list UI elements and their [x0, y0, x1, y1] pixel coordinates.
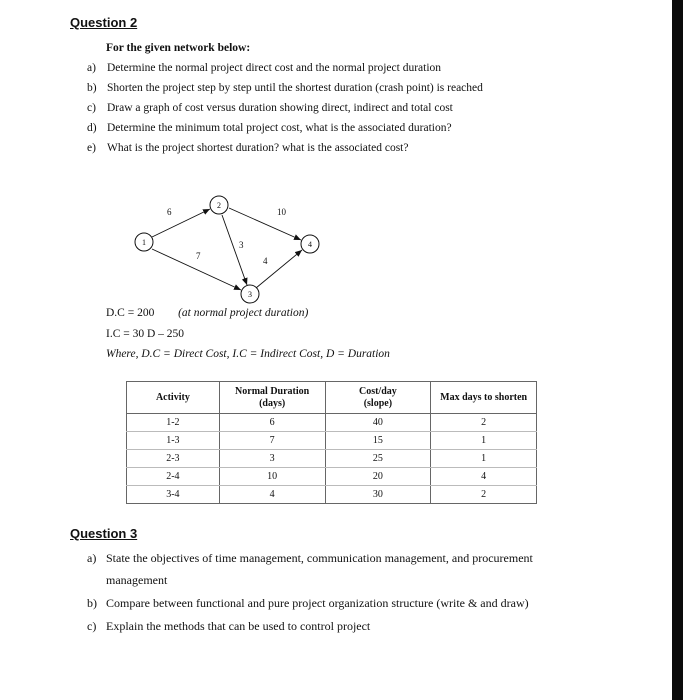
header-cost-line2: (slope): [363, 397, 393, 409]
item-text: Shorten the project step by step until the shortest duration (crash point) is reached: [107, 82, 483, 94]
question-2-intro: For the given network below:: [106, 42, 251, 54]
node-3-label: 3: [248, 290, 252, 299]
item-text: management: [106, 573, 168, 587]
item-label: c): [87, 619, 97, 633]
cell-max: 2: [431, 414, 537, 432]
cell-cost: 30: [325, 486, 431, 504]
item-label: c): [87, 102, 96, 114]
item-label: e): [87, 142, 96, 154]
header-cost-line1: Cost/day: [358, 385, 397, 397]
item-text: State the objectives of time management, communication management, and procurement: [106, 551, 533, 565]
node-1-label: 1: [142, 238, 146, 247]
network-diagram: [0, 0, 672, 320]
direct-cost-line: [106, 307, 308, 319]
node-4-label: 4: [308, 240, 312, 249]
item-text: What is the project shortest duration? what is the associated cost?: [107, 142, 409, 154]
item-text: Determine the normal project direct cost and the normal project duration: [107, 62, 442, 74]
edge-label-3-4: 4: [263, 256, 268, 266]
cell-activity: 2-4: [127, 468, 220, 486]
edge-label-1-3: 7: [196, 251, 201, 261]
header-normal-duration: [219, 382, 325, 414]
header-duration-line2: (days): [259, 397, 286, 409]
cell-cost: 20: [325, 468, 431, 486]
table-row: [127, 486, 537, 504]
cell-duration: 4: [219, 486, 325, 504]
edge-label-2-3: 3: [239, 240, 244, 250]
cell-max: 1: [431, 450, 537, 468]
item-label: b): [87, 82, 97, 94]
network-nodes: [135, 196, 319, 303]
edge-labels: [167, 207, 287, 266]
table-row: [127, 468, 537, 486]
cell-duration: 3: [219, 450, 325, 468]
direct-cost-note: (at normal project duration): [178, 307, 309, 319]
item-label: d): [87, 122, 97, 134]
cell-duration: 7: [219, 432, 325, 450]
edge-label-1-2: 6: [167, 207, 172, 217]
node-2: [210, 196, 228, 214]
item-text: Explain the methods that can be used to control project: [106, 619, 371, 633]
direct-cost-value: D.C = 200: [106, 307, 155, 319]
header-cost-per-day: [325, 382, 431, 414]
cell-max: 4: [431, 468, 537, 486]
item-label: b): [87, 596, 97, 610]
edge-1-2: [152, 209, 210, 237]
where-line: Where, D.C = Direct Cost, I.C = Indirect Cost, D = Duration: [106, 348, 390, 360]
cell-activity: 2-3: [127, 450, 220, 468]
item-label: a): [87, 62, 96, 74]
node-3: [241, 285, 259, 303]
table-row: [127, 414, 537, 432]
indirect-cost-line: I.C = 30 D – 250: [106, 328, 185, 340]
cell-duration: 10: [219, 468, 325, 486]
table-row: [127, 432, 537, 450]
node-2-label: 2: [217, 201, 221, 210]
item-text: Determine the minimum total project cost, what is the associated duration?: [107, 122, 452, 134]
header-activity: Activity: [127, 382, 220, 414]
question-3-title: Question 3: [70, 526, 138, 541]
item-label: a): [87, 551, 97, 565]
cell-max: 2: [431, 486, 537, 504]
network-edges: [152, 208, 302, 290]
edge-label-2-4: 10: [277, 207, 286, 217]
page-edge-shadow: [672, 0, 683, 700]
cell-cost: 25: [325, 450, 431, 468]
cell-duration: 6: [219, 414, 325, 432]
cell-activity: 3-4: [127, 486, 220, 504]
question-2-title: Question 2: [70, 15, 138, 30]
cell-cost: 15: [325, 432, 431, 450]
cell-activity: 1-3: [127, 432, 220, 450]
edge-2-3: [222, 215, 247, 285]
table-row: [127, 450, 537, 468]
activity-table: [126, 381, 537, 504]
node-4: [301, 235, 319, 253]
table-header-row: [127, 382, 537, 414]
cell-activity: 1-2: [127, 414, 220, 432]
header-max-days: Max days to shorten: [431, 382, 537, 414]
edge-2-4: [229, 208, 301, 240]
node-1: [135, 233, 153, 251]
header-duration-line1: Normal Duration: [235, 385, 310, 397]
cell-cost: 40: [325, 414, 431, 432]
item-text: Draw a graph of cost versus duration showing direct, indirect and total cost: [107, 102, 453, 114]
item-text: Compare between functional and pure project organization structure (write & and draw): [106, 596, 529, 610]
cell-max: 1: [431, 432, 537, 450]
